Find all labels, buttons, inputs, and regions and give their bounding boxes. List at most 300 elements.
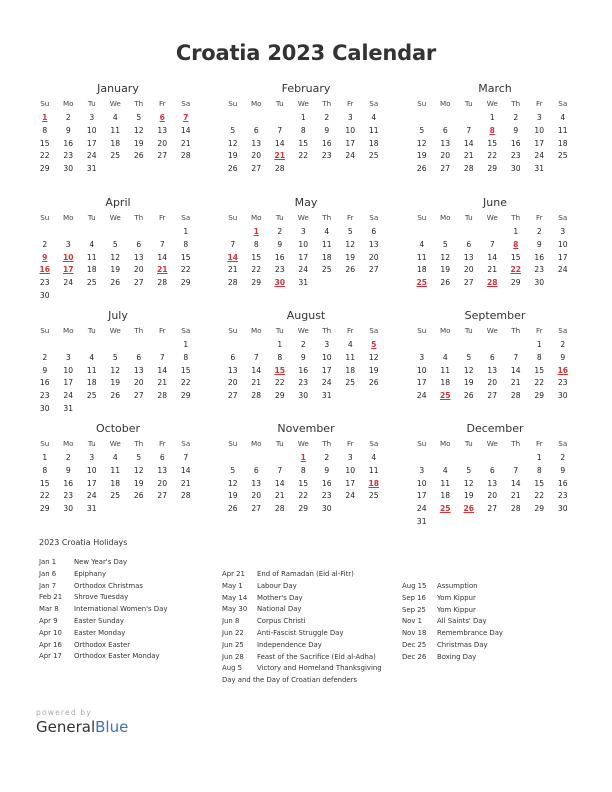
day-cell: 6: [489, 352, 495, 362]
empty-day-cell: [221, 452, 245, 465]
day-cell: 7: [277, 125, 283, 135]
day-cell: 24: [534, 151, 545, 161]
week-row: [221, 277, 391, 290]
day-cell: 26: [416, 164, 427, 174]
week-row: [33, 163, 203, 176]
week-row: [410, 490, 580, 503]
day-cell: 6: [442, 125, 448, 135]
empty-day-cell: [80, 226, 104, 239]
day-cell: 29: [510, 278, 521, 288]
holiday-name: New Year's Day: [74, 558, 128, 566]
day-cell: 10: [557, 239, 568, 249]
weekday-label: Fr: [535, 213, 543, 222]
day-cell: 6: [230, 352, 236, 362]
day-cell: 8: [183, 239, 189, 249]
day-cell: 23: [274, 265, 285, 275]
week-row: [410, 277, 580, 290]
empty-day-cell: [80, 290, 104, 303]
day-cell: 30: [298, 391, 309, 401]
day-cell: 7: [513, 352, 519, 362]
day-cell: 5: [419, 125, 425, 135]
holiday-date: Jun 22: [222, 628, 244, 637]
weekday-label: Tu: [87, 213, 96, 222]
weekday-label: Su: [417, 99, 427, 108]
week-row: [410, 239, 580, 252]
holiday-day-cell: 14: [227, 252, 239, 262]
day-cell: 20: [133, 265, 144, 275]
holiday-day-cell: 8: [489, 125, 495, 135]
day-cell: 4: [419, 239, 425, 249]
day-cell: 24: [416, 391, 427, 401]
holiday-day-cell: 18: [368, 478, 380, 488]
holiday-item: [39, 557, 167, 569]
day-cell: 9: [513, 125, 519, 135]
day-cell: 14: [251, 365, 262, 375]
day-cell: 9: [65, 125, 71, 135]
weekday-label: Mo: [250, 99, 262, 108]
weekday-label: Fr: [158, 439, 166, 448]
week-row: [33, 390, 203, 403]
day-cell: 23: [298, 378, 309, 388]
day-cell: 11: [321, 239, 332, 249]
day-cell: 14: [157, 252, 168, 262]
day-cell: 17: [345, 478, 356, 488]
day-cell: 8: [536, 352, 542, 362]
day-cell: 1: [42, 453, 48, 462]
month-october: [33, 422, 203, 516]
empty-day-cell: [57, 339, 81, 352]
day-cell: 31: [416, 516, 427, 526]
weekday-label: Tu: [87, 439, 96, 448]
holiday-day-cell: 1: [42, 113, 48, 122]
day-cell: 22: [180, 265, 191, 275]
weekday-label: We: [297, 99, 309, 108]
day-cell: 8: [42, 125, 48, 135]
day-cell: 23: [39, 278, 50, 288]
week-row: [33, 503, 203, 516]
holiday-date: Apr 9: [39, 616, 58, 625]
day-cell: 22: [487, 151, 498, 161]
week-row: [410, 264, 580, 277]
day-cell: 18: [86, 265, 97, 275]
week-row: [221, 239, 391, 252]
day-cell: 7: [466, 125, 472, 135]
holiday-name: Orthodox Christmas: [74, 581, 143, 590]
weekday-label: Sa: [181, 326, 191, 335]
month-march: [410, 82, 580, 176]
weekday-label: Su: [40, 213, 50, 222]
week-row: [410, 377, 580, 390]
holiday-day-cell: 1: [253, 227, 259, 236]
holiday-date: Sep 25: [402, 605, 426, 614]
holiday-list-column: [39, 557, 167, 663]
day-cell: 18: [110, 138, 121, 148]
day-cell: 28: [463, 164, 474, 174]
brand-name-blue: Blue: [95, 718, 129, 736]
weekday-label: Sa: [181, 213, 191, 222]
week-row: [221, 365, 391, 378]
day-cell: 28: [274, 504, 285, 514]
day-cell: 23: [534, 265, 545, 275]
empty-day-cell: [151, 403, 175, 416]
page-title: Croatia 2023 Calendar: [175, 41, 437, 65]
empty-day-cell: [151, 339, 175, 352]
day-cell: 18: [440, 378, 451, 388]
day-cell: 11: [368, 465, 379, 475]
day-cell: 24: [298, 265, 309, 275]
day-cell: 10: [86, 465, 97, 475]
holiday-date: May 30: [222, 605, 248, 614]
holiday-item: [39, 616, 167, 628]
weekday-label: Mo: [439, 99, 451, 108]
week-row: [221, 264, 391, 277]
day-cell: 15: [487, 138, 498, 148]
holiday-day-cell: 16: [39, 265, 51, 275]
day-cell: 4: [112, 453, 118, 462]
week-row: [33, 365, 203, 378]
day-cell: 13: [440, 138, 451, 148]
day-cell: 22: [298, 151, 309, 161]
week-row: [221, 226, 391, 239]
empty-day-cell: [174, 403, 198, 416]
holiday-list-column: [222, 569, 382, 687]
day-cell: 29: [251, 278, 262, 288]
week-row: [33, 150, 203, 163]
day-cell: 16: [63, 478, 74, 488]
holiday-day-cell: 15: [274, 365, 286, 375]
empty-day-cell: [33, 339, 57, 352]
empty-day-cell: [151, 226, 175, 239]
holiday-item: [222, 569, 382, 581]
weekday-label: Su: [40, 439, 50, 448]
day-cell: 17: [298, 252, 309, 262]
week-row: [410, 163, 580, 176]
weekday-header-row: [221, 211, 391, 224]
month-january: [33, 82, 203, 176]
holiday-item: [222, 652, 382, 664]
holiday-date: Mar 8: [39, 605, 59, 614]
day-cell: 12: [110, 252, 121, 262]
day-cell: 10: [534, 125, 545, 135]
day-cell: 19: [133, 138, 144, 148]
day-cell: 12: [133, 465, 144, 475]
holiday-item: [222, 604, 382, 616]
holiday-day-cell: 10: [62, 252, 74, 262]
empty-day-cell: [57, 290, 81, 303]
empty-day-cell: [551, 163, 575, 176]
empty-day-cell: [33, 226, 57, 239]
empty-day-cell: [104, 403, 128, 416]
month-name: February: [281, 82, 331, 95]
empty-day-cell: [434, 339, 458, 352]
day-cell: 23: [557, 378, 568, 388]
holiday-item: [39, 592, 167, 604]
holiday-item: [39, 651, 167, 663]
empty-day-cell: [504, 452, 528, 465]
week-row: [33, 403, 203, 416]
weekday-label: Su: [417, 439, 427, 448]
empty-day-cell: [504, 339, 528, 352]
weekday-header-row: [410, 324, 580, 337]
weekday-label: Mo: [439, 326, 451, 335]
holiday-item: [402, 628, 503, 640]
holiday-date: Apr 17: [39, 652, 62, 661]
day-cell: 10: [298, 239, 309, 249]
weekday-label: Fr: [158, 326, 166, 335]
day-cell: 10: [416, 478, 427, 488]
weekday-label: Su: [417, 326, 427, 335]
empty-day-cell: [174, 163, 198, 176]
empty-day-cell: [174, 290, 198, 303]
weekday-header-row: [33, 97, 203, 110]
day-cell: 27: [133, 278, 144, 288]
day-cell: 27: [157, 151, 168, 161]
empty-day-cell: [434, 516, 458, 529]
holiday-date: May 14: [222, 593, 248, 602]
holiday-name-continuation: Day and the Day of Croatian defenders: [222, 676, 358, 685]
empty-day-cell: [410, 112, 434, 125]
empty-day-cell: [410, 339, 434, 352]
weekday-label: Sa: [558, 326, 568, 335]
empty-day-cell: [104, 339, 128, 352]
day-cell: 28: [157, 278, 168, 288]
empty-day-cell: [339, 390, 363, 403]
weekday-label: Mo: [439, 439, 451, 448]
holiday-item: [222, 616, 382, 628]
holiday-item: [402, 640, 503, 652]
month-name: December: [466, 422, 524, 435]
week-row: [221, 352, 391, 365]
weekday-label: Su: [228, 213, 238, 222]
day-cell: 1: [489, 113, 495, 122]
day-cell: 12: [110, 365, 121, 375]
day-cell: 19: [133, 478, 144, 488]
empty-day-cell: [481, 516, 505, 529]
empty-day-cell: [457, 516, 481, 529]
day-cell: 14: [510, 365, 521, 375]
day-cell: 5: [230, 465, 236, 475]
day-cell: 2: [42, 239, 48, 249]
weekday-label: Tu: [464, 99, 473, 108]
holiday-name: Easter Monday: [74, 628, 126, 637]
day-cell: 21: [227, 265, 238, 275]
day-cell: 30: [510, 164, 521, 174]
day-cell: 6: [371, 227, 377, 236]
empty-day-cell: [481, 226, 505, 239]
day-cell: 3: [324, 340, 330, 349]
day-cell: 14: [510, 478, 521, 488]
holiday-date: Jan 7: [39, 581, 57, 590]
day-cell: 25: [368, 151, 379, 161]
day-cell: 8: [253, 239, 259, 249]
empty-day-cell: [127, 339, 151, 352]
week-row: [410, 516, 580, 529]
day-cell: 8: [300, 465, 306, 475]
weekday-label: We: [109, 439, 121, 448]
day-cell: 31: [298, 278, 309, 288]
day-cell: 17: [416, 491, 427, 501]
day-cell: 31: [86, 164, 97, 174]
month-june: [410, 196, 580, 290]
week-row: [221, 339, 391, 352]
empty-day-cell: [80, 403, 104, 416]
week-row: [410, 226, 580, 239]
weekday-label: We: [486, 99, 498, 108]
day-cell: 29: [180, 391, 191, 401]
day-cell: 10: [63, 365, 74, 375]
day-cell: 29: [534, 504, 545, 514]
day-cell: 15: [251, 252, 262, 262]
holiday-name: Yom Kippur: [437, 593, 476, 602]
week-row: [221, 138, 391, 151]
holiday-item: [39, 569, 167, 581]
empty-day-cell: [457, 112, 481, 125]
day-cell: 10: [416, 365, 427, 375]
day-cell: 24: [416, 504, 427, 514]
holiday-day-cell: 9: [42, 252, 48, 262]
holiday-name: Victory and Homeland Thanksgiving: [257, 664, 382, 673]
weekday-label: Fr: [346, 213, 354, 222]
day-cell: 9: [560, 352, 566, 362]
day-cell: 12: [133, 125, 144, 135]
week-row: [410, 452, 580, 465]
day-cell: 3: [65, 352, 71, 362]
weekday-label: Mo: [250, 213, 262, 222]
day-cell: 12: [227, 138, 238, 148]
weekday-label: Fr: [158, 99, 166, 108]
week-row: [33, 112, 203, 125]
holiday-day-cell: 25: [439, 391, 451, 401]
day-cell: 14: [463, 138, 474, 148]
weekday-label: We: [297, 439, 309, 448]
weekday-label: Fr: [535, 99, 543, 108]
day-cell: 23: [557, 491, 568, 501]
holiday-date: Aug 15: [402, 582, 427, 590]
week-row: [33, 138, 203, 151]
day-cell: 19: [110, 265, 121, 275]
day-cell: 6: [466, 239, 472, 249]
day-cell: 13: [368, 239, 379, 249]
day-cell: 29: [180, 278, 191, 288]
day-cell: 27: [440, 164, 451, 174]
week-row: [221, 452, 391, 465]
holiday-name: Anti-Fascist Struggle Day: [257, 628, 344, 637]
holiday-name: Christmas Day: [437, 640, 488, 649]
day-cell: 2: [65, 113, 71, 122]
day-cell: 8: [277, 352, 283, 362]
day-cell: 23: [63, 151, 74, 161]
day-cell: 7: [159, 352, 165, 362]
empty-day-cell: [245, 112, 269, 125]
day-cell: 16: [274, 252, 285, 262]
day-cell: 20: [463, 265, 474, 275]
weekday-header-row: [221, 437, 391, 450]
holiday-name: Easter Sunday: [74, 616, 124, 625]
weekday-label: Mo: [62, 326, 74, 335]
empty-day-cell: [127, 403, 151, 416]
holiday-date: Jun 25: [222, 640, 244, 649]
day-cell: 14: [180, 465, 191, 475]
empty-day-cell: [221, 226, 245, 239]
brand-logo: [36, 708, 128, 736]
day-cell: 4: [442, 352, 448, 362]
day-cell: 9: [536, 239, 542, 249]
month-name: November: [277, 422, 335, 435]
day-cell: 4: [371, 453, 377, 462]
day-cell: 5: [112, 352, 118, 362]
day-cell: 13: [133, 252, 144, 262]
holiday-item: [39, 640, 167, 652]
weekday-label: We: [109, 213, 121, 222]
day-cell: 4: [347, 340, 353, 349]
day-cell: 2: [560, 340, 566, 349]
day-cell: 28: [157, 391, 168, 401]
day-cell: 19: [440, 265, 451, 275]
month-name: March: [478, 82, 512, 95]
day-cell: 21: [157, 378, 168, 388]
day-cell: 14: [180, 125, 191, 135]
day-cell: 8: [536, 465, 542, 475]
empty-day-cell: [481, 339, 505, 352]
day-cell: 14: [487, 252, 498, 262]
day-cell: 31: [321, 391, 332, 401]
month-name: April: [105, 196, 131, 209]
month-december: [410, 422, 580, 529]
holiday-date: Aug 5: [222, 664, 243, 673]
day-cell: 5: [347, 227, 353, 236]
holiday-day-cell: 17: [62, 265, 74, 275]
holiday-item: [402, 581, 503, 593]
day-cell: 28: [180, 491, 191, 501]
holiday-day-cell: 5: [371, 340, 377, 349]
day-cell: 24: [63, 278, 74, 288]
day-cell: 16: [510, 138, 521, 148]
weekday-label: Th: [322, 439, 332, 448]
week-row: [410, 252, 580, 265]
day-cell: 11: [86, 252, 97, 262]
week-row: [410, 478, 580, 491]
day-cell: 18: [110, 478, 121, 488]
holiday-day-cell: 6: [159, 113, 165, 122]
day-cell: 24: [86, 151, 97, 161]
day-cell: 9: [300, 352, 306, 362]
month-september: [410, 309, 580, 403]
day-cell: 28: [510, 504, 521, 514]
weekday-label: Th: [322, 213, 332, 222]
day-cell: 24: [86, 491, 97, 501]
weekday-label: Su: [40, 99, 50, 108]
weekday-label: Th: [511, 213, 521, 222]
day-cell: 6: [253, 465, 259, 475]
weekday-label: We: [109, 99, 121, 108]
week-row: [33, 352, 203, 365]
holiday-name: Mother's Day: [257, 593, 303, 602]
day-cell: 30: [557, 391, 568, 401]
empty-day-cell: [362, 163, 386, 176]
day-cell: 28: [180, 151, 191, 161]
week-row: [410, 465, 580, 478]
holiday-date: Apr 16: [39, 640, 62, 649]
empty-day-cell: [315, 163, 339, 176]
day-cell: 3: [89, 113, 95, 122]
week-row: [33, 339, 203, 352]
day-cell: 7: [513, 465, 519, 475]
week-row: [33, 452, 203, 465]
day-cell: 22: [251, 265, 262, 275]
weekday-label: We: [297, 213, 309, 222]
day-cell: 15: [534, 478, 545, 488]
day-cell: 25: [321, 265, 332, 275]
